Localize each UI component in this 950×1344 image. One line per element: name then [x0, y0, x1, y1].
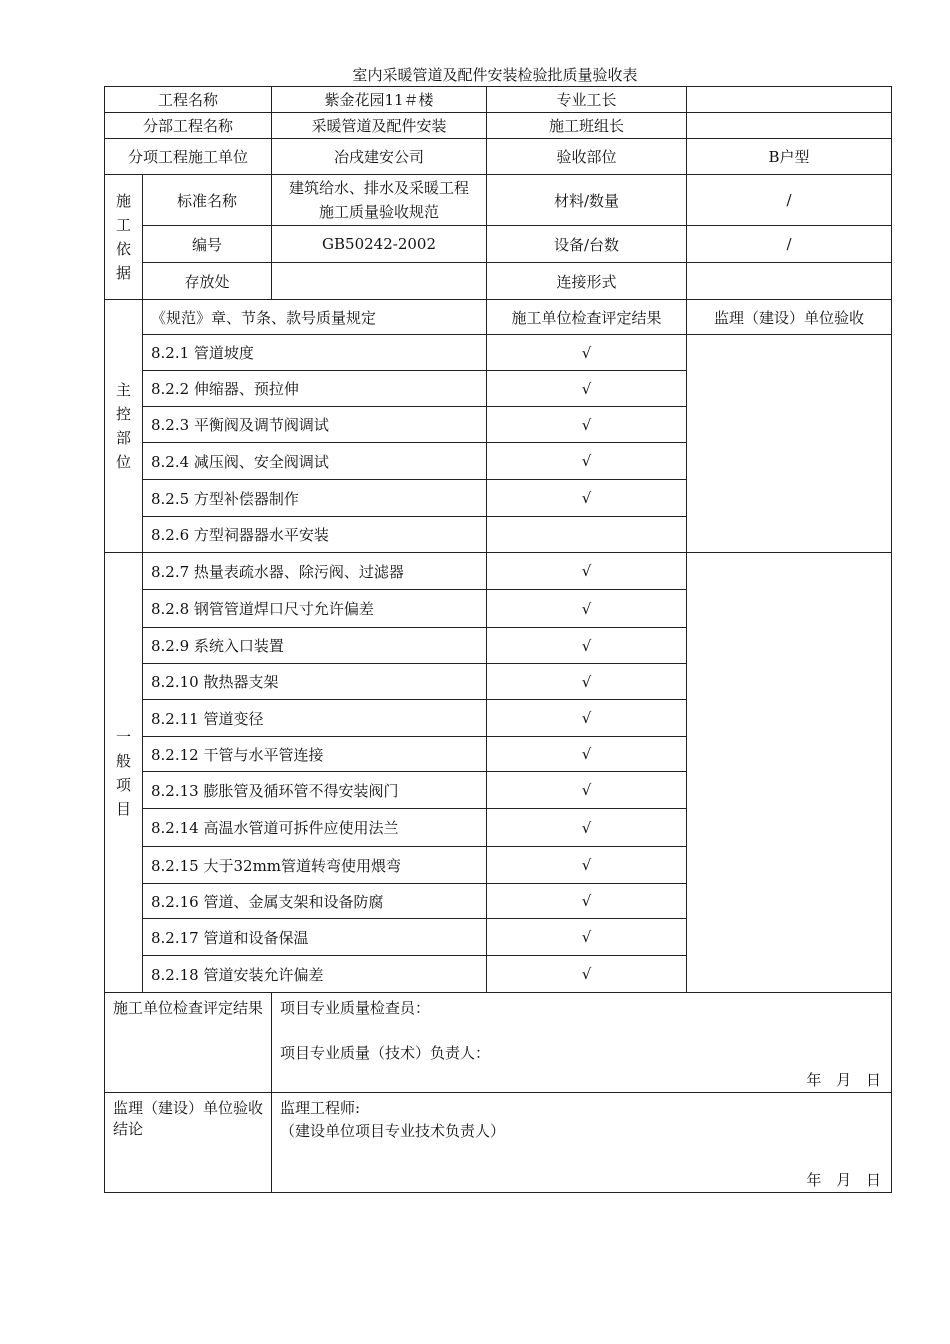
column-header-spec: 《规范》章、节条、款号质量规定	[143, 300, 487, 335]
inspection-form	[104, 86, 892, 1193]
foreman-label: 专业工长	[487, 87, 687, 113]
date-line: 年 月 日	[806, 1171, 882, 1189]
location-label: 验收部位	[487, 139, 687, 175]
owner-label: （建设单位项目专业技术负责人）	[280, 1122, 506, 1140]
general-item-result[interactable]: √	[487, 809, 687, 847]
location-value[interactable]: B户型	[687, 139, 892, 175]
general-item: 8.2.18 管道安装允许偏差	[143, 956, 487, 993]
general-item: 8.2.13 膨胀管及循环管不得安装阀门	[143, 772, 487, 809]
main-item-result[interactable]: √	[487, 371, 687, 407]
general-item: 8.2.16 管道、金属支架和设备防腐	[143, 884, 487, 919]
main-supervision-cell[interactable]	[687, 335, 892, 553]
main-control-group-label: 主 控 部 位	[105, 300, 143, 553]
main-item: 8.2.3 平衡阀及调节阀调试	[143, 407, 487, 443]
general-item: 8.2.10 散热器支架	[143, 664, 487, 700]
date-line: 年 月 日	[806, 1071, 882, 1089]
code-label: 编号	[143, 226, 272, 263]
unit-value[interactable]: 冶戌建安公司	[272, 139, 487, 175]
general-item-result[interactable]: √	[487, 737, 687, 772]
main-item: 8.2.5 方型补偿器制作	[143, 480, 487, 517]
construction-conclusion-label: 施工单位检查评定结果	[105, 993, 272, 1093]
general-supervision-cell[interactable]	[687, 553, 892, 993]
engineer-label: 监理工程师:	[280, 1099, 361, 1117]
general-item: 8.2.11 管道变径	[143, 700, 487, 737]
main-item: 8.2.1 管道坡度	[143, 335, 487, 371]
general-item-result[interactable]: √	[487, 553, 687, 590]
sub-project-value[interactable]: 采暖管道及配件安装	[272, 113, 487, 139]
general-item: 8.2.14 高温水管道可拆件应使用法兰	[143, 809, 487, 847]
main-item-result[interactable]: √	[487, 443, 687, 480]
equipment-label: 设备/台数	[487, 226, 687, 263]
general-item-result[interactable]: √	[487, 590, 687, 628]
main-item-result[interactable]: √	[487, 407, 687, 443]
standard-label: 标准名称	[143, 175, 272, 226]
connection-value[interactable]	[687, 263, 892, 300]
general-group-label: 一 般 项 目	[105, 553, 143, 993]
unit-label: 分项工程施工单位	[105, 139, 272, 175]
foreman-value[interactable]	[687, 87, 892, 113]
general-item: 8.2.12 干管与水平管连接	[143, 737, 487, 772]
supervision-conclusion-label: 监理（建设）单位验收结论	[105, 1093, 272, 1193]
supervision-signature-area[interactable]	[272, 1093, 892, 1193]
general-item-result[interactable]: √	[487, 700, 687, 737]
main-item: 8.2.2 伸缩器、预拉伸	[143, 371, 487, 407]
form-title: 室内采暖管道及配件安装检验批质量验收表	[352, 66, 638, 84]
inspector-label: 项目专业质量检查员：	[280, 999, 431, 1017]
team-leader-label: 施工班组长	[487, 113, 687, 139]
tech-lead-label: 项目专业质量（技术）负责人：	[280, 1044, 491, 1062]
construction-signature-area[interactable]	[272, 993, 892, 1093]
general-item: 8.2.9 系统入口装置	[143, 628, 487, 664]
general-item-result[interactable]: √	[487, 664, 687, 700]
main-item: 8.2.4 减压阀、安全阀调试	[143, 443, 487, 480]
code-value[interactable]: GB50242-2002	[272, 226, 487, 263]
standard-value[interactable]: 建筑给水、排水及采暖工程 施工质量验收规范	[272, 175, 487, 226]
sub-project-label: 分部工程名称	[105, 113, 272, 139]
general-item-result[interactable]: √	[487, 956, 687, 993]
general-item-result[interactable]: √	[487, 772, 687, 809]
general-item-result[interactable]: √	[487, 628, 687, 664]
general-item-result[interactable]: √	[487, 884, 687, 919]
connection-label: 连接形式	[487, 263, 687, 300]
column-header-supervision: 监理（建设）单位验收	[687, 300, 892, 335]
team-leader-value[interactable]	[687, 113, 892, 139]
equipment-value[interactable]: /	[687, 226, 892, 263]
main-item: 8.2.6 方型祠器器水平安装	[143, 517, 487, 553]
general-item: 8.2.17 管道和设备保温	[143, 919, 487, 956]
project-name-label: 工程名称	[105, 87, 272, 113]
general-item: 8.2.7 热量表疏水器、除污阀、过滤器	[143, 553, 487, 590]
material-value[interactable]: /	[687, 175, 892, 226]
general-item: 8.2.15 大于32mm管道转弯使用煨弯	[143, 847, 487, 884]
general-item-result[interactable]: √	[487, 919, 687, 956]
general-item: 8.2.8 钢管管道焊口尺寸允许偏差	[143, 590, 487, 628]
main-item-result[interactable]: √	[487, 335, 687, 371]
storage-label: 存放处	[143, 263, 272, 300]
general-item-result[interactable]: √	[487, 847, 687, 884]
storage-value[interactable]	[272, 263, 487, 300]
main-item-result[interactable]: √	[487, 480, 687, 517]
basis-group-label: 施 工 依 据	[105, 175, 143, 300]
material-label: 材料/数量	[487, 175, 687, 226]
column-header-result: 施工单位检查评定结果	[487, 300, 687, 335]
project-name-value[interactable]: 紫金花园11＃楼	[272, 87, 487, 113]
main-item-result[interactable]	[487, 517, 687, 553]
